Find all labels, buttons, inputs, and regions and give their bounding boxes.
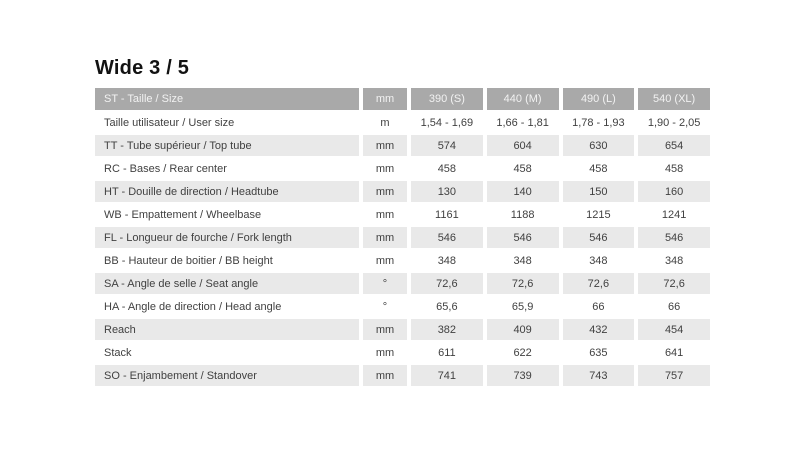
table-row-reach [95, 319, 710, 340]
row-label: SO - Enjambement / Standover [95, 365, 359, 386]
row-value: 630 [563, 135, 635, 156]
row-value: 611 [438, 346, 456, 359]
row-value: 454 [638, 319, 710, 340]
row-value: 72,6 [638, 273, 710, 294]
row-value: 1188 [510, 208, 535, 221]
page-title: Wide 3 / 5 [95, 57, 190, 79]
table-row-seat-angle [95, 273, 710, 294]
table-row-fork-length [95, 227, 710, 248]
row-unit: mm [363, 135, 407, 156]
row-unit: mm [363, 319, 407, 340]
header-unit: mm [363, 88, 407, 110]
header-size-540xl: 540 (XL) [638, 88, 710, 110]
row-value: 739 [487, 365, 559, 386]
row-value: 546 [638, 227, 710, 248]
row-label: HT - Douille de direction / Headtube [95, 181, 359, 202]
row-value: 458 [664, 162, 684, 175]
row-value: 1161 [435, 208, 459, 221]
row-value: 458 [437, 162, 457, 175]
row-value: 409 [487, 319, 559, 340]
row-value: 66 [668, 300, 681, 313]
row-value: 65,9 [511, 300, 534, 313]
row-value: 654 [638, 135, 710, 156]
row-value: 72,6 [411, 273, 483, 294]
row-value: 1241 [661, 208, 687, 221]
row-value: 546 [487, 227, 559, 248]
row-value: 65,6 [436, 300, 458, 313]
row-value: 348 [437, 254, 457, 267]
header-size-490l: 490 (L) [563, 88, 635, 110]
row-label: Taille utilisateur / User size [104, 116, 235, 129]
row-label: TT - Tube supérieur / Top tube [95, 135, 359, 156]
table-row-head-angle [95, 296, 710, 317]
row-label: Stack [104, 346, 132, 359]
row-unit: mm [375, 208, 395, 221]
row-unit: mm [363, 227, 407, 248]
row-value: 72,6 [487, 273, 559, 294]
table-row-user-size [95, 112, 710, 133]
row-value: 546 [411, 227, 483, 248]
row-value: 348 [664, 254, 684, 267]
row-unit: ° [363, 273, 407, 294]
row-label: FL - Longueur de fourche / Fork length [95, 227, 359, 248]
table-row-bb-height [95, 250, 710, 271]
row-value: 348 [589, 254, 608, 267]
row-value: 160 [638, 181, 710, 202]
row-value: 130 [411, 181, 483, 202]
row-value: 1,54 - 1,69 [420, 116, 474, 129]
row-label: Reach [95, 319, 359, 340]
row-value: 72,6 [563, 273, 635, 294]
table-row-wheelbase [95, 204, 710, 225]
row-value: 546 [563, 227, 635, 248]
row-value: 1,78 - 1,93 [572, 116, 625, 129]
row-value: 622 [513, 346, 532, 359]
table-row-rear-center [95, 158, 710, 179]
row-value: 741 [411, 365, 483, 386]
table-header-row [95, 88, 710, 110]
row-unit: mm [363, 365, 407, 386]
row-unit: ° [382, 300, 388, 313]
row-unit: mm [375, 162, 395, 175]
row-label: WB - Empattement / Wheelbase [104, 208, 262, 221]
row-value: 458 [513, 162, 532, 175]
row-label: BB - Hauteur de boitier / BB height [104, 254, 273, 267]
row-value: 382 [411, 319, 483, 340]
row-unit: m [380, 116, 390, 129]
row-value: 66 [592, 300, 605, 313]
row-value: 635 [589, 346, 608, 359]
table-row-headtube [95, 181, 710, 202]
row-value: 432 [563, 319, 635, 340]
row-label: RC - Bases / Rear center [104, 162, 227, 175]
table-row-stack [95, 342, 710, 363]
row-value: 743 [563, 365, 635, 386]
header-size-440m: 440 (M) [487, 88, 559, 110]
row-label: HA - Angle de direction / Head angle [104, 300, 282, 313]
row-value: 1,90 - 2,05 [647, 116, 701, 129]
row-value: 458 [589, 162, 608, 175]
row-value: 140 [487, 181, 559, 202]
row-value: 574 [411, 135, 483, 156]
header-size-label: ST - Taille / Size [95, 88, 359, 110]
table-row-top-tube [95, 135, 710, 156]
row-value: 604 [487, 135, 559, 156]
row-value: 1,66 - 1,81 [496, 116, 549, 129]
geometry-table [95, 88, 710, 386]
row-unit: mm [375, 346, 395, 359]
row-unit: mm [375, 254, 395, 267]
row-value: 641 [664, 346, 684, 359]
row-value: 1215 [586, 208, 611, 221]
row-value: 150 [563, 181, 635, 202]
row-value: 757 [638, 365, 710, 386]
row-value: 348 [513, 254, 532, 267]
row-unit: mm [363, 181, 407, 202]
header-size-390s: 390 (S) [411, 88, 483, 110]
table-row-standover [95, 365, 710, 386]
row-label: SA - Angle de selle / Seat angle [95, 273, 359, 294]
